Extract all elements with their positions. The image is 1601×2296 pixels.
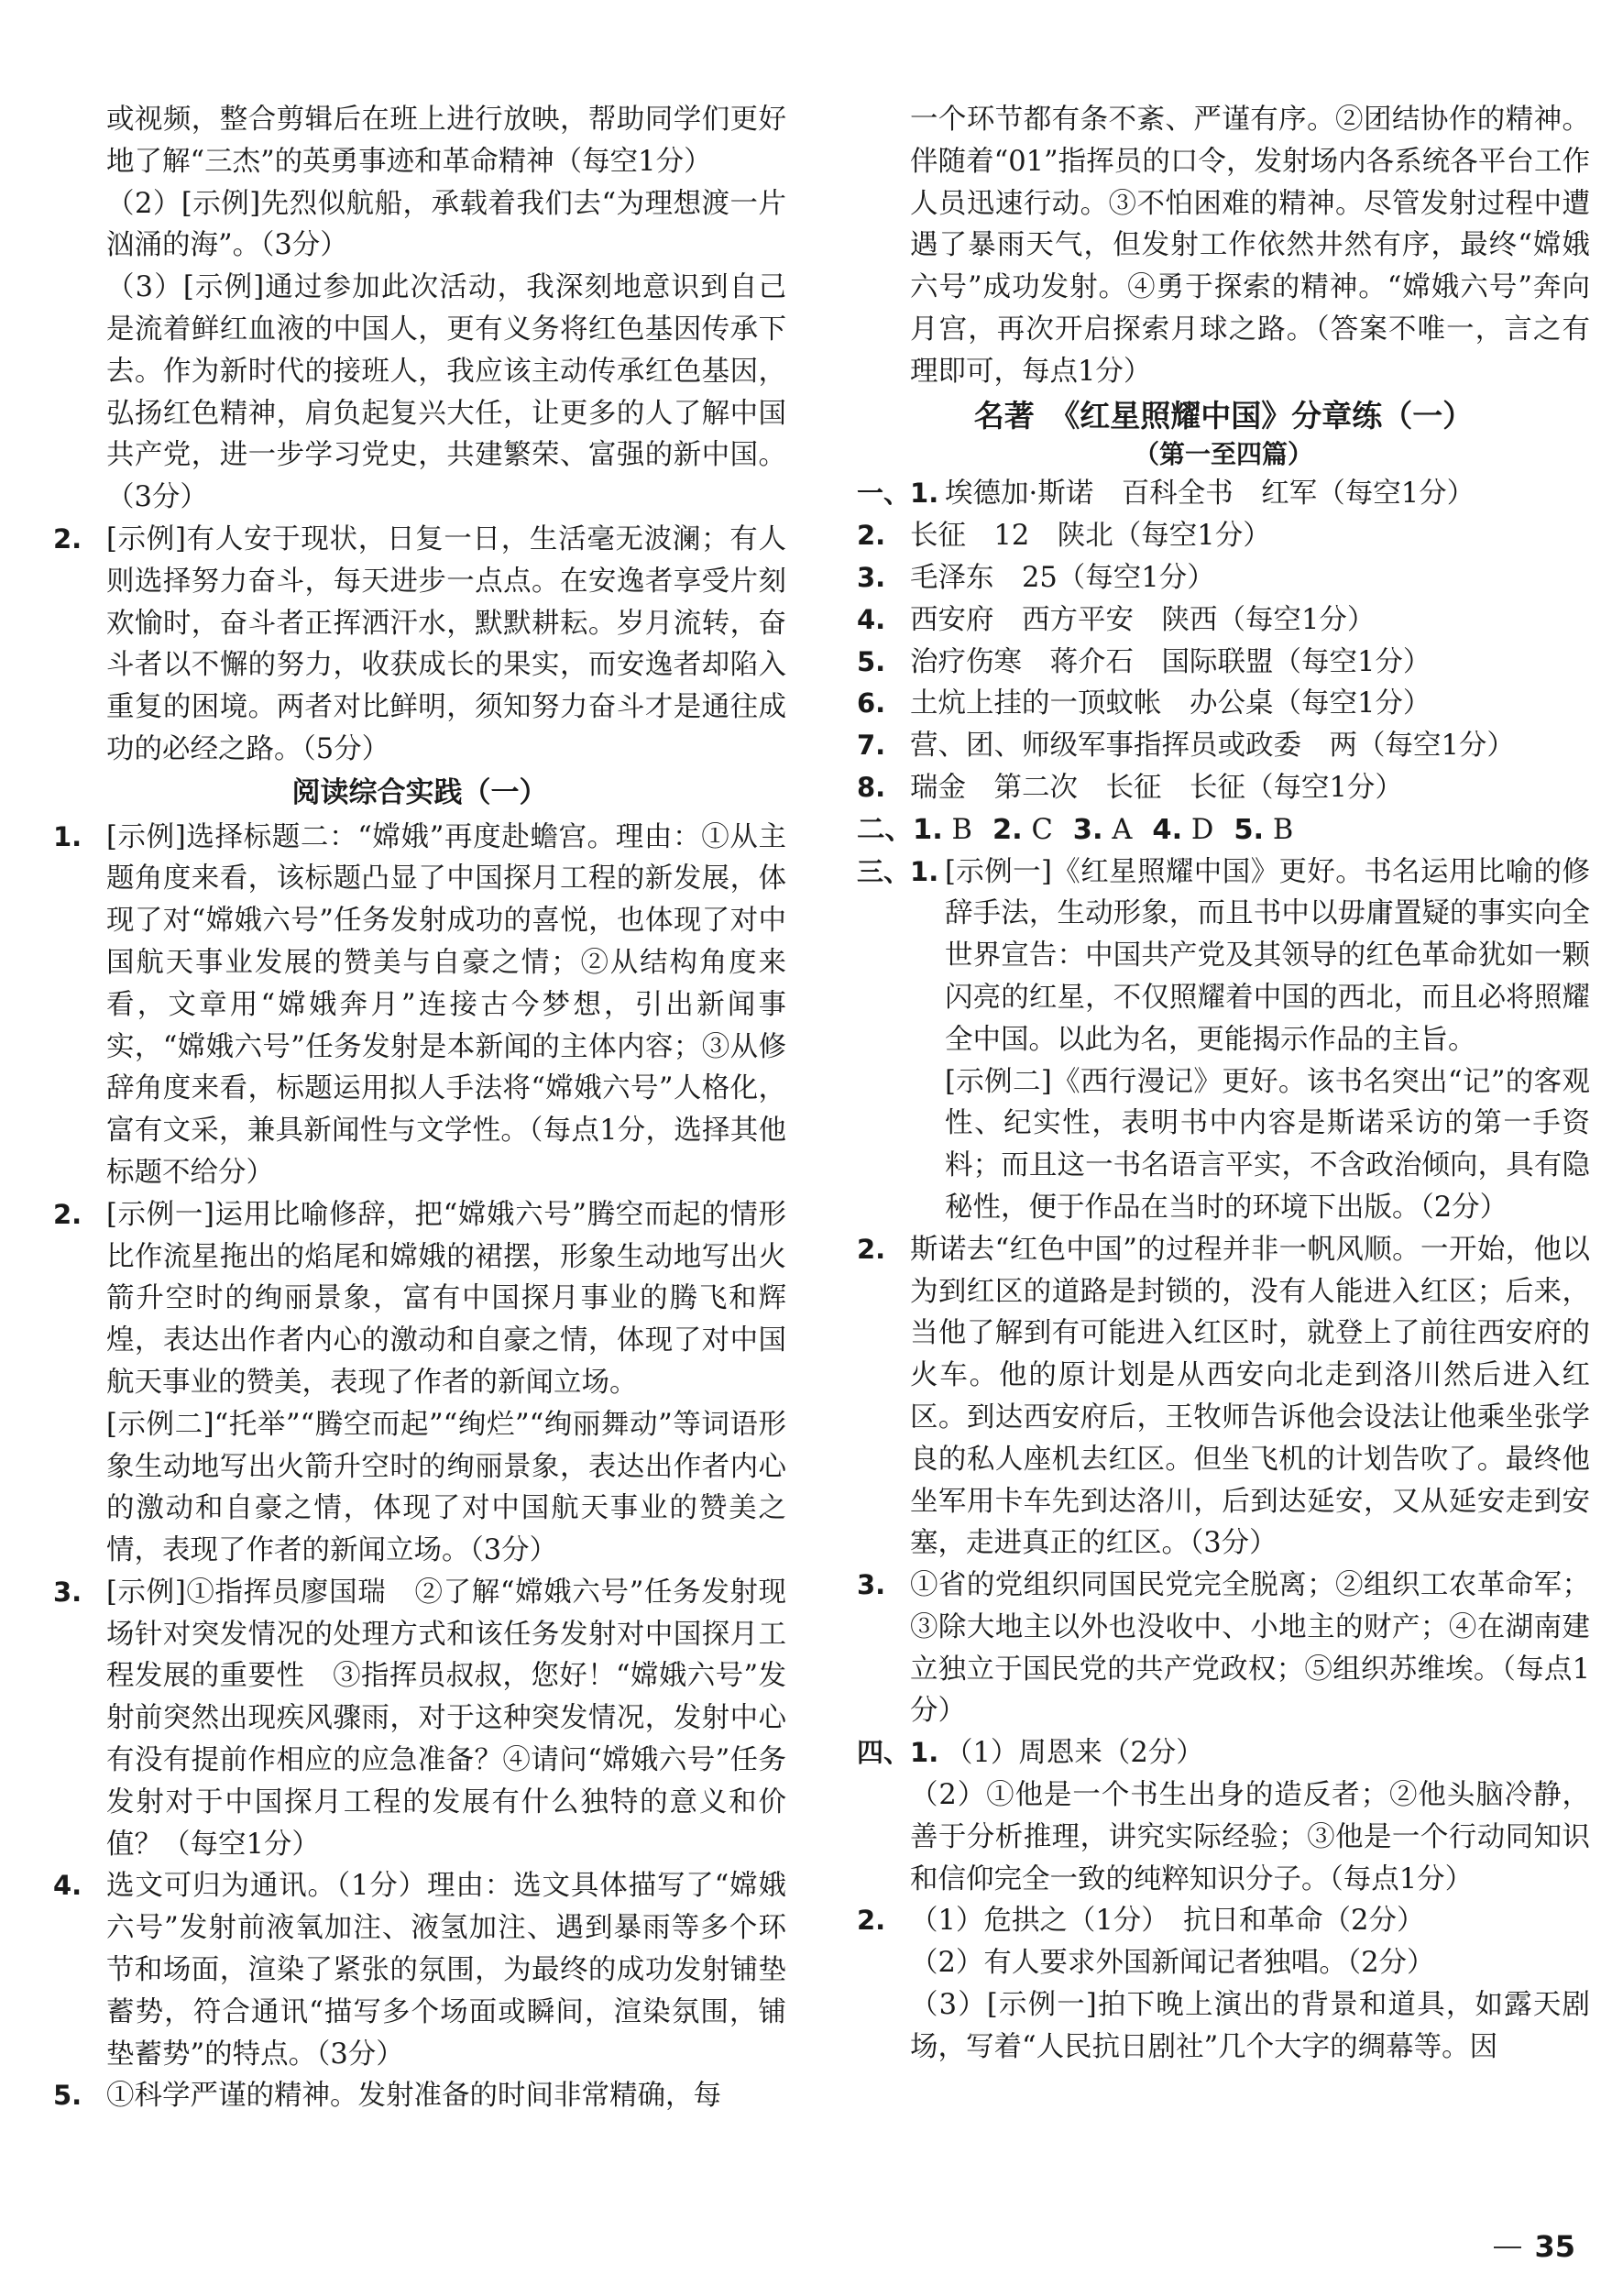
section-3-item: 三、1. [示例一]《红星照耀中国》更好。书名运用比喻的修辞手法，生动形象，而且书中以毋庸置疑的事实向全世界宣告：中国共产党及其领导的红色革命犹如一颗闪亮的红星，不仅照耀着中国的西北，而且必将照耀全中国。以此为名，更能揭示作品的主旨。 [857,855,1590,1056]
section-1-item: 5. 治疗伤寒 蒋介石 国际联盟（每空1分） [857,645,1431,678]
reading-item: 1. [示例]选择标题二：“嫦娥”再度赴蟾宫。理由：①从主题角度来看，该标题凸显了中国探月工程的新发展，体现了对“嫦娥六号”任务发射成功的喜悦，也体现了对中国航天事业发展的赞美与自豪之情；②从结构角度来看，文章用“嫦娥奔月”连接古今梦想，引出新闻事实，“嫦娥六号”任务发射是本新闻的主体内容；③从修辞角度来看，标题运用拟人手法将“嫦娥六号”人格化，富有文采，兼具新闻性与文学性。（每点1分，选择其他标题不给分） [53,820,786,1189]
section-1-item: 4. 西安府 西方平安 陕西（每空1分） [857,603,1376,636]
section-2-multiple-choice: 二、1. B 2. C 3. A 4. D 5. B [857,813,1294,846]
question-text: [示例]有人安于现状，日复一日，生活毫无波澜；有人则选择努力奋斗，每天进步一点点。在安逸者享受片刻欢愉时，奋斗者正挥洒汗水，默默耕耘。岁月流转，奋斗者以不懈的努力，收获成长的果实，而安逸者却陷入重复的困境。两者对比鲜明，须知努力奋斗才是通往成功的必经之路。（5分） [106,522,786,765]
section-4-answer: （2）有人要求外国新闻记者独唱。（2分） [910,1947,1435,1980]
footer-rule [1494,2247,1521,2248]
section-1-item: 7. 营、团、师级军事指挥员或政委 两（每空1分） [857,730,1515,763]
section-title-reading: 阅读综合实践（一） [291,775,548,809]
question-number: 2. [53,522,82,555]
right-column [857,99,1590,2069]
left-answer-3: （3）[示例]通过参加此次活动，我深刻地意识到自己是流着鲜红血液的中国人，更有义务将红色基因传承下去。作为新时代的接班人，我应该主动传承红色基因，弘扬红色精神，肩负起复兴大任，让更多的人了解中国共产党，进一步学习党史，共建繁荣、富强的新中国。（3分） [106,271,786,514]
right-top-paragraph: 一个环节都有条不紊、严谨有序。②团结协作的精神。伴随着“01”指挥员的口令，发射场内各系统各平台工作人员迅速行动。③不怕困难的精神。尽管发射过程中遭遇了暴雨天气，但发射工作依然井然有序，最终“嫦娥六号”成功发射。④勇于探索的精神。“嫦娥六号”奔向月宫，再次开启探索月球之路。（答案不唯一，言之有理即可，每点1分） [910,104,1590,388]
reading-item: [示例二]“托举”“腾空而起”“绚烂”“绚丽舞动”等词语形象生动地写出火箭升空时的绚丽景象，表达出作者内心的激动和自豪之情，体现了对中国航天事业的赞美之情，表现了作者的新闻立场。（3分） [106,1408,786,1567]
reading-item: 3. [示例]①指挥员廖国瑞 ②了解“嫦娥六号”任务发射现场针对突发情况的处理方式和该任务发射对中国探月工程发展的重要性 ③指挥员叔叔，您好！“嫦娥六号”发射前突然出现疾风骤雨，对于这种突发情况，发射中心有没有提前作相应的应急准备？④请问“嫦娥六号”任务发射对于中国探月工程的发展有什么独特的意义和价值？（每空1分） [53,1576,786,1861]
section-1-item: 3. 毛泽东 25（每空1分） [857,561,1215,594]
section-3-item: [示例二]《西行漫记》更好。该书名突出“记”的客观性、纪实性，表明书中内容是斯诺采访的第一手资料；而且这一书名语言平实，不含政治倾向，具有隐秘性，便于作品在当时的环境下出版。（2分） [945,1065,1590,1224]
section-4-item: 四、1. （1）周恩来（2分） [857,1737,1204,1770]
chapter-subtitle: （第一至四篇） [1133,439,1313,470]
section-4-answer: （3）[示例一]拍下晚上演出的背景和道具，如露天剧场，写着“人民抗日剧社”几个大字的绸幕等。因 [910,1989,1590,2063]
question-2 [53,519,786,771]
section-4-answer: （2）①他是一个书生出身的造反者；②他头脑冷静，善于分析推理，讲究实际经验；③他是一个行动同知识和信仰完全一致的纯粹知识分子。（每点1分） [910,1779,1590,1895]
left-answer-2: （2）[示例]先烈似航船，承载着我们去“为理想渡一片汹涌的海”。（3分） [106,187,786,262]
page-number: 35 [1534,2229,1575,2265]
section-1-item: 一、1. 埃德加·斯诺 百科全书 红军（每空1分） [857,478,1475,511]
section-4-item: 2. （1）危拱之（1分） 抗日和革命（2分） [857,1905,1425,1938]
section-1-item: 6. 土炕上挂的一顶蚊帐 办公桌（每空1分） [857,687,1431,720]
left-column [53,99,786,2117]
left-top-paragraph: 或视频，整合剪辑后在班上进行放映，帮助同学们更好地了解“三杰”的英勇事迹和革命精神（每空1分） [106,104,786,178]
reading-item: 2. [示例一]运用比喻修辞，把“嫦娥六号”腾空而起的情形比作流星拖出的焰尾和嫦娥的裙摆，形象生动地写出火箭升空时的绚丽景象，富有中国探月事业的腾飞和辉煌，表达出作者内心的激动和自豪之情，体现了对中国航天事业的赞美，表现了作者的新闻立场。 [53,1198,786,1399]
section-3-item: 2. 斯诺去“红色中国”的过程并非一帆风顺。一开始，他以为到红区的道路是封锁的，没有人能进入红区；后来，当他了解到有可能进入红区时，就登上了前往西安府的火车。他的原计划是从西安向北走到洛川然后进入红区。到达西安府后，王牧师告诉他会设法让他乘坐张学良的私人座机去红区。但坐飞机的计划告吹了。最终他坐军用卡车先到达洛川，后到达延安，又从延安走到安塞，走进真正的红区。（3分） [857,1233,1590,1560]
reading-item: 4. 选文可归为通讯。（1分）理由：选文具体描写了“嫦娥六号”发射前液氧加注、液氢加注、遇到暴雨等多个环节和场面，渲染了紧张的氛围，为最终的成功发射铺垫蓄势，符合通讯“描写多个场面或瞬间，渲染氛围，铺垫蓄势”的特点。（3分） [53,1870,786,2071]
section-3-item: 3. ①省的党组织同国民党完全脱离；②组织工农革命军；③除大地主以外也没收中、小地主的财产；④在湖南建立独立于国民党的共产党政权；⑤组织苏维埃。（每点1分） [857,1569,1590,1728]
chapter-title: 名著 《红星照耀中国》分章练（一） [973,397,1474,434]
section-1-item: 8. 瑞金 第二次 长征 长征（每空1分） [857,771,1403,804]
section-1-item: 2. 长征 12 陕北（每空1分） [857,520,1271,553]
page-footer [1494,2226,1575,2269]
reading-item: 5. ①科学严谨的精神。发射准备的时间非常精确，每 [53,2080,721,2113]
